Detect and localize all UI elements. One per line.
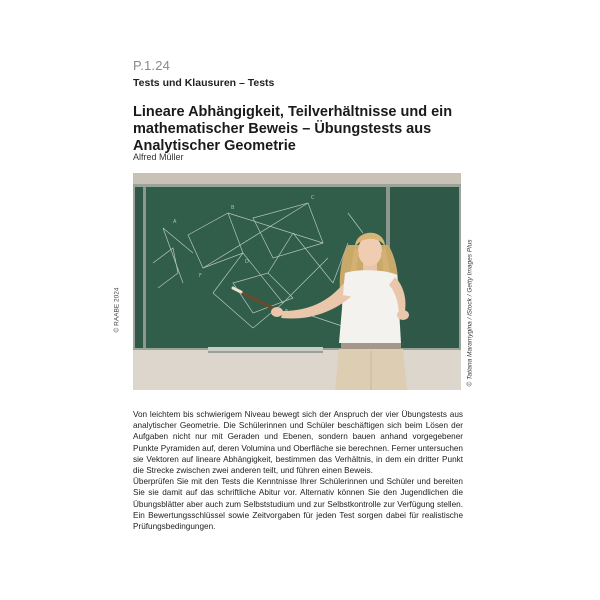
photo-credit: © Tatiana Maramygina / iStock / Getty Images Plus	[466, 239, 474, 387]
description-text	[133, 409, 463, 532]
svg-text:D: D	[245, 259, 249, 265]
svg-text:B: B	[231, 205, 235, 211]
teacher-chalkboard-photo	[133, 173, 461, 390]
series-label: Tests und Klausuren – Tests	[133, 77, 275, 89]
page-code: P.1.24	[133, 58, 171, 73]
author-name: Alfred Müller	[133, 152, 184, 162]
copyright-notice: © RAABE 2024	[113, 287, 121, 333]
document-title: Lineare Abhängigkeit, Teilverhältnisse und ein mathematischer Beweis – Übungstests aus Analytischer Geometrie	[133, 104, 453, 154]
description-paragraph-2: Überprüfen Sie mit den Tests die Kenntnisse Ihrer Schülerinnen und Schüler und bereiten Sie sie damit auf das schriftliche Abitur vor. Alternativ können Sie den Jugendlichen die Übungsblätter aber auch zum Selbststudium und zur Selbstkontrolle zur Verfügung stellen. Ein Bewertungsschlüssel sowie Zeitvorgaben für jeden Test sorgen dabei für realistische Prüfungsbedingungen.	[133, 477, 463, 532]
description-paragraph-1: Von leichtem bis schwierigem Niveau bewegt sich der Anspruch der vier Übungstests aus analytischer Geometrie. Die Schülerinnen und Schüler beschäftigen sich beim Lösen der Aufgaben nicht nur mit Geraden und Ebenen, sondern bauen anhand vorgegebener Punkte Pyramiden auf, deren Volumina und Oberfläche sie berechnen. Ferner untersuchen sie Vektoren auf lineare Abhängigkeit, bestimmen das Verhältnis, in dem ein dritter Punkt die Strecke zwischen zwei anderen teilt, und führen einen Beweis.	[133, 410, 463, 476]
svg-text:F: F	[199, 273, 202, 279]
svg-text:A: A	[173, 219, 177, 225]
svg-text:C: C	[311, 195, 315, 201]
